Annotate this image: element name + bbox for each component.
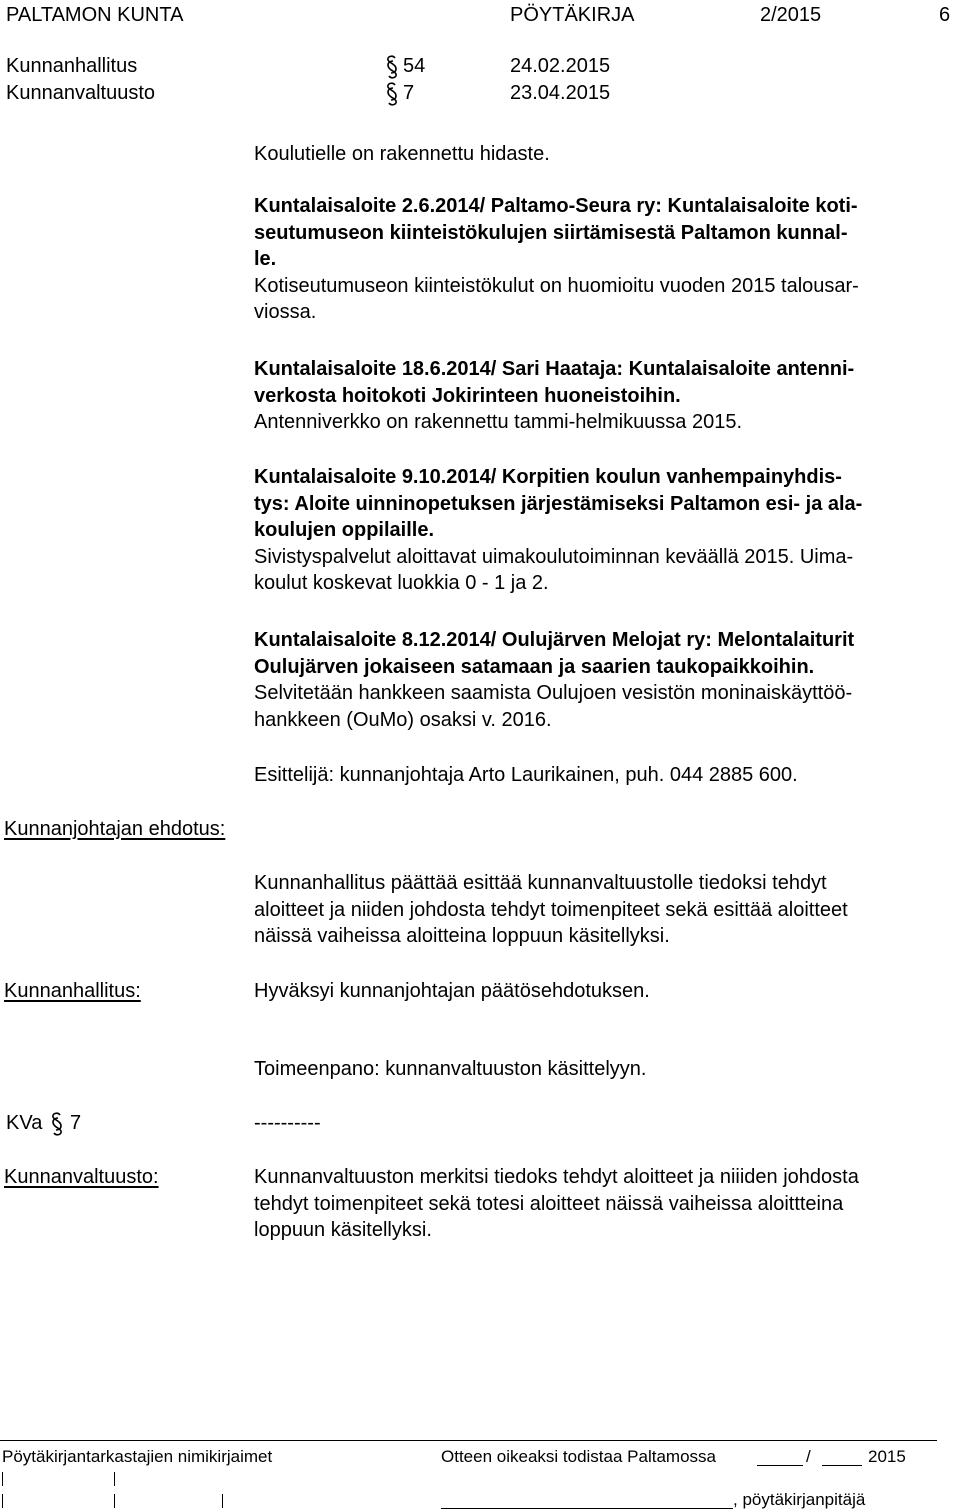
footer-divider (0, 1440, 937, 1441)
initiative-response-line: Sivistyspalvelut aloittavat uimakoulutoiminnan keväällä 2015. Uima- (254, 545, 854, 568)
board-decision: Hyväksyi kunnanjohtajan päätösehdotuksen. (254, 980, 650, 1002)
kva-dashes: ---------- (254, 1112, 321, 1134)
proposal-label: Kunnanjohtajan ehdotus: (4, 818, 226, 840)
meta-section-number: 54 (403, 55, 426, 77)
meta-date: 24.02.2015 (510, 55, 611, 77)
section-sign-icon (385, 55, 399, 79)
initiative-response-line: Antenniverkko on rakennettu tammi-helmikuussa 2015. (254, 411, 743, 433)
initiative-response-line: Kotiseutumuseon kiinteistökulut on huomioitu vuoden 2015 talousar- (254, 274, 859, 297)
kva-label: KVa (6, 1112, 43, 1134)
initiative-title-line: Kuntalaisaloite 2.6.2014/ Paltamo-Seura ry: Kuntalaisaloite koti- (254, 195, 858, 217)
council-line: Kunnanvaltuuston merkitsi tiedoks tehdyt aloitteet ja niiiden johdosta (254, 1166, 859, 1188)
initials-box-divider (2, 1494, 3, 1508)
initiative-response-line: viossa. (254, 301, 317, 323)
initiative-title-line: Kuntalaisaloite 8.12.2014/ Oulujärven Melojat ry: Melontalaiturit (254, 629, 855, 651)
meta-body-name: Kunnanhallitus (6, 55, 138, 77)
initiative-title-line: Oulujärven jokaiseen satamaan ja saarien taukopaikkoihin. (254, 655, 815, 678)
footer-secretary-label: , pöytäkirjanpitäjä (733, 1490, 866, 1509)
initiative-response-line: koulut koskevat luokkia 0 - 1 ja 2. (254, 572, 549, 594)
initials-box-divider (114, 1494, 115, 1508)
initiative-block (254, 464, 959, 597)
meta-section-number: 7 (403, 82, 415, 104)
proposal-text (254, 870, 959, 950)
initiative-title-line: koulujen oppilaille. (254, 519, 435, 541)
kva-section-number: 7 (70, 1112, 82, 1134)
council-line: loppuun käsitellyksi. (254, 1219, 432, 1241)
initials-box-divider (222, 1494, 223, 1508)
initiative-title-line: le. (254, 248, 277, 270)
proposal-line: Kunnanhallitus päättää esittää kunnanvaltuustolle tiedoksi tehdyt (254, 872, 827, 894)
presenter-line: Esittelijä: kunnanjohtaja Arto Laurikainen, puh. 044 2885 600. (254, 764, 798, 786)
section-sign-icon (50, 1112, 64, 1136)
council-decision (254, 1164, 959, 1244)
meta-body-name: Kunnanvaltuusto (6, 82, 156, 104)
municipality-name: PALTAMON KUNTA (6, 4, 184, 26)
initials-box-divider (2, 1472, 3, 1486)
council-line: tehdyt toimenpiteet sekä totesi aloitteet näissä vaiheissa aloittteina (254, 1192, 844, 1215)
initiative-title-line: Kuntalaisaloite 18.6.2014/ Sari Haataja: Kuntalaisaloite antenni- (254, 358, 855, 380)
footer-signatures-label: Pöytäkirjantarkastajien nimikirjaimet (2, 1447, 273, 1466)
document-type: PÖYTÄKIRJA (510, 4, 635, 26)
initiative-block (254, 193, 959, 326)
footer-month-blank (822, 1447, 862, 1466)
footer-year: 2015 (868, 1447, 906, 1466)
initiative-response-line: hankkeen (OuMo) osaksi v. 2016. (254, 708, 552, 731)
council-label: Kunnanvaltuusto: (4, 1166, 159, 1188)
footer-certified-label: Otteen oikeaksi todistaa Paltamossa (441, 1447, 716, 1466)
footer-day-blank (757, 1447, 803, 1466)
implementation-note: Toimeenpano: kunnanvaltuuston käsittelyyn. (254, 1058, 647, 1080)
intro-text: Koulutielle on rakennettu hidaste. (254, 143, 550, 165)
section-sign-icon (385, 82, 399, 106)
proposal-line: näissä vaiheissa aloitteina loppuun käsitellyksi. (254, 925, 670, 947)
initiative-title-line: seutumuseon kiinteistökulujen siirtämisestä Paltamon kunnal- (254, 221, 848, 244)
footer-date-separator: / (806, 1447, 811, 1466)
page-number: 6 (939, 4, 951, 26)
initials-box-divider (114, 1472, 115, 1486)
initiative-title-line: Kuntalaisaloite 9.10.2014/ Korpitien koulun vanhempainyhdis- (254, 466, 842, 488)
proposal-line: aloitteet ja niiden johdosta tehdyt toimenpiteet sekä esittää aloitteet (254, 898, 848, 921)
initiative-response-line: Selvitetään hankkeen saamista Oulujoen vesistön moninaiskäyttöö- (254, 682, 853, 704)
board-label: Kunnanhallitus: (4, 980, 141, 1002)
meta-date: 23.04.2015 (510, 82, 611, 104)
document-number: 2/2015 (760, 4, 822, 26)
initiative-title-line: verkosta hoitokoti Jokirinteen huoneistoihin. (254, 384, 681, 407)
initiative-block (254, 356, 959, 436)
initiative-block (254, 627, 959, 733)
secretary-signature-blank (441, 1490, 733, 1509)
initiative-title-line: tys: Aloite uinninopetuksen järjestämiseksi Paltamon esi- ja ala- (254, 492, 863, 515)
